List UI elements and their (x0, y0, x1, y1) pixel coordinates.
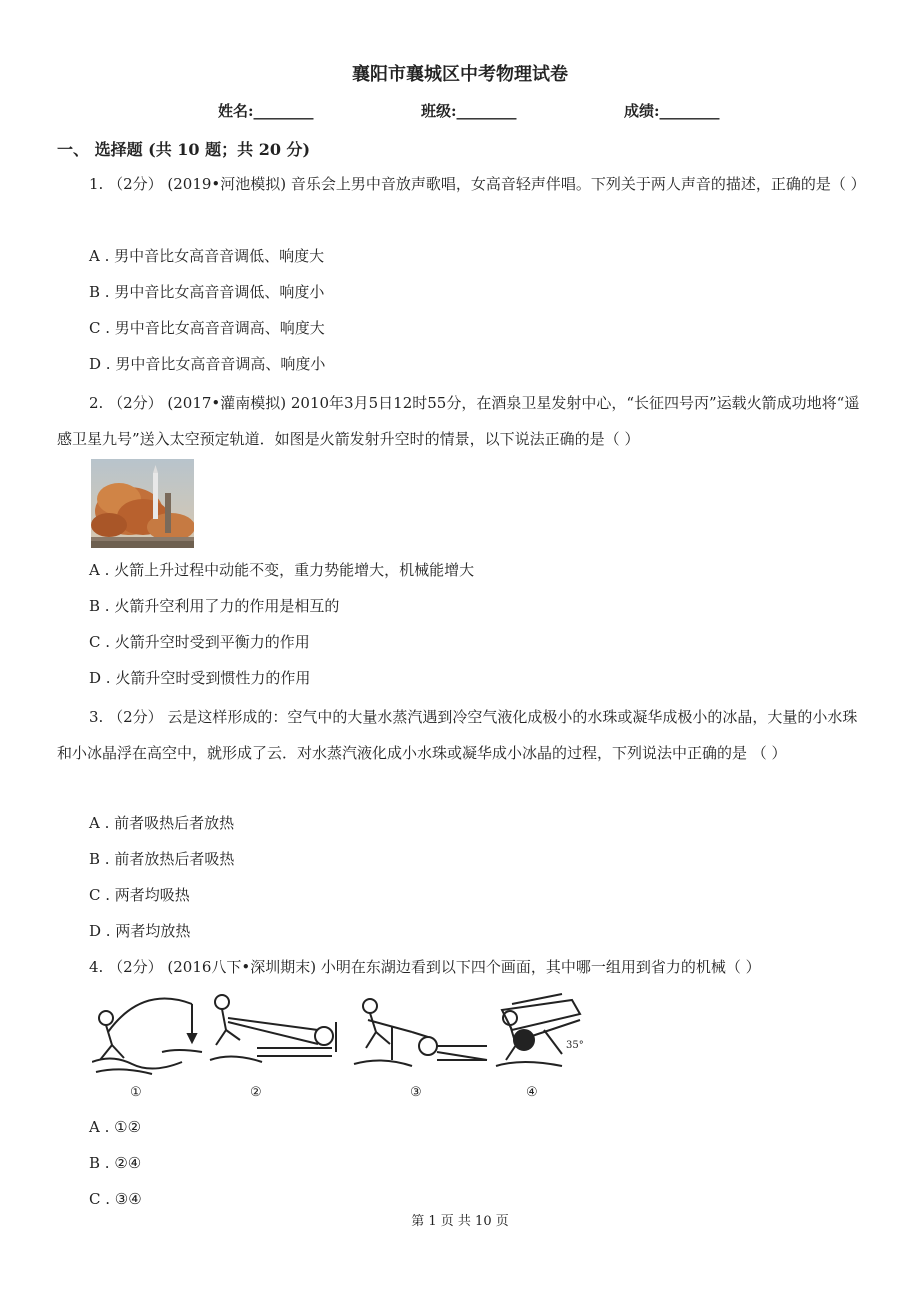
score-field-label: 成绩:________ (624, 102, 720, 120)
scene-3-pulley (354, 999, 487, 1066)
question-2-option-b: B . 火箭升空利用了力的作用是相互的 (89, 597, 340, 615)
page-title: 襄阳市襄城区中考物理试卷 (352, 64, 568, 85)
question-3-option-a: A . 前者吸热后者放热 (89, 814, 235, 832)
figure-label-3: ③ (410, 1085, 422, 1100)
rocket-launch-image (91, 459, 194, 548)
scene-1-fishing-rod (92, 999, 202, 1074)
question-1-option-c: C . 男中音比女高音音调高、响度大 (89, 319, 325, 337)
question-3-option-b: B . 前者放热后者吸热 (89, 850, 235, 868)
question-3-stem: 3. （2分） 云是这样形成的：空气中的大量水蒸汽遇到冷空气液化成极小的水珠或凝华成极小的冰晶，大量的小水珠和小冰晶浮在高空中，就形成了云．对水蒸汽液化成小水珠或凝华成小冰晶的过程，下列说法中正确的是 （ ） (57, 708, 858, 762)
lever-scenes-figure (92, 990, 592, 1100)
section-title: 一、 选择题 (共 10 题；共 20 分) (57, 140, 311, 159)
question-1-option-b: B . 男中音比女高音音调低、响度小 (89, 283, 325, 301)
page-footer: 第 1 页 共 10 页 (411, 1214, 509, 1229)
figure-label-2: ② (250, 1085, 262, 1100)
scene-2-roller (210, 995, 336, 1062)
question-3-option-c: C . 两者均吸热 (89, 886, 190, 904)
question-3-option-d: D . 两者均放热 (89, 922, 191, 940)
question-1-stem: 1. （2分） (2019•河池模拟) 音乐会上男中音放声歌唱，女高音轻声伴唱。下列关于两人声音的描述，正确的是（ ） (89, 175, 866, 193)
question-4-option-c: C . ③④ (89, 1190, 142, 1208)
class-field-label: 班级:________ (421, 102, 517, 120)
question-4-stem: 4. （2分） (2016八下•深圳期末) 小明在东湖边看到以下四个画面，其中哪一组用到省力的机械（ ） (89, 958, 761, 976)
name-field-label: 姓名:________ (218, 102, 314, 120)
angle-label: 35° (566, 1040, 584, 1051)
question-1-option-d: D . 男中音比女高音音调高、响度小 (89, 355, 326, 373)
question-2-option-c: C . 火箭升空时受到平衡力的作用 (89, 633, 310, 651)
question-4-option-b: B . ②④ (89, 1154, 142, 1172)
question-4-option-a: A . ①② (89, 1118, 142, 1136)
scene-4-winch (496, 994, 580, 1066)
question-2-stem: 2. （2分） (2017•灌南模拟) 2010年3月5日12时55分，在酒泉卫星发射中心，“长征四号丙”运载火箭成功地将“遥感卫星九号”送入太空预定轨道．如图是火箭发射升空时的情景，以下说法正确的是（ ） (57, 394, 860, 448)
question-1-option-a: A . 男中音比女高音音调低、响度大 (89, 247, 325, 265)
figure-label-1: ① (130, 1085, 142, 1100)
question-2-option-d: D . 火箭升空时受到惯性力的作用 (89, 669, 311, 687)
figure-label-4: ④ (526, 1085, 538, 1100)
question-2-option-a: A . 火箭上升过程中动能不变，重力势能增大，机械能增大 (89, 561, 475, 579)
